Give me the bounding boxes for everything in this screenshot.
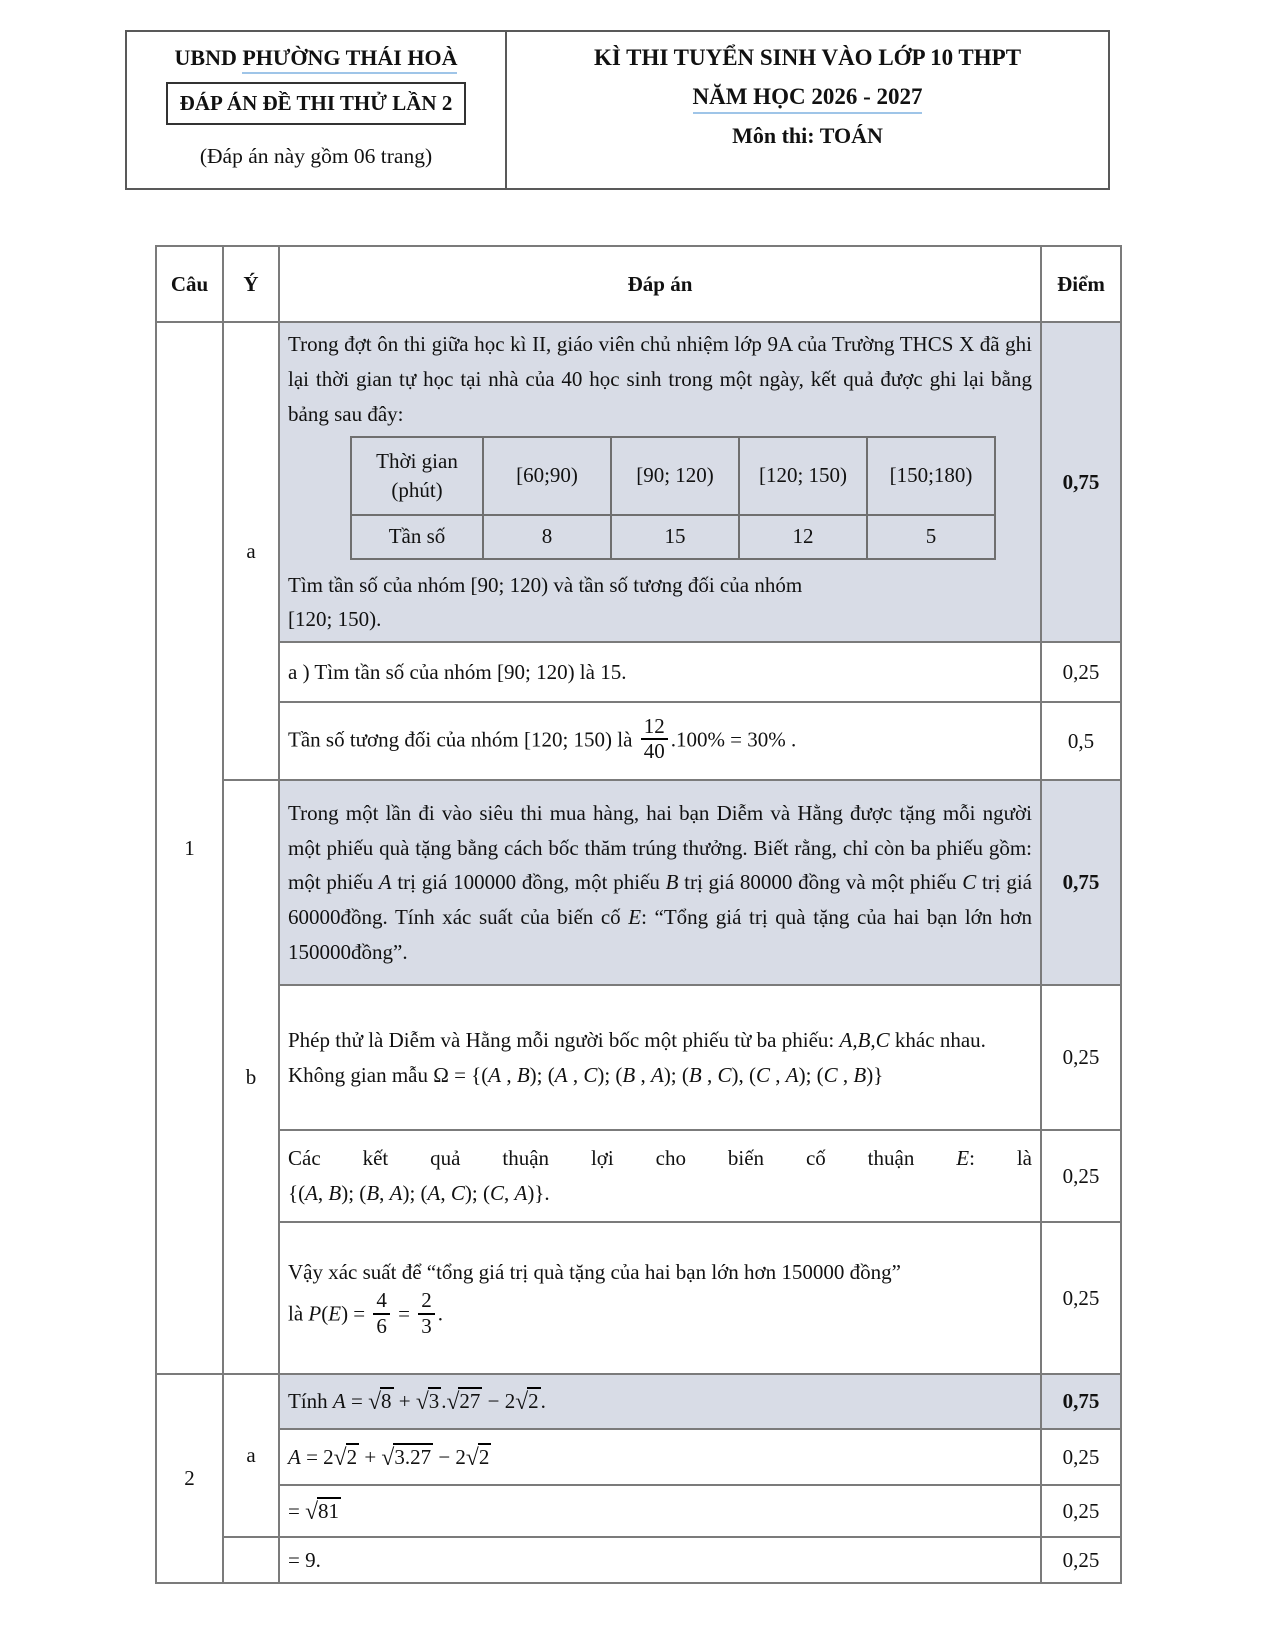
answer-cell: = 9. (279, 1537, 1041, 1583)
frequency-table (350, 436, 996, 560)
school-year-underlined: NĂM HỌC 2026 - 2027 (693, 84, 923, 114)
answer-line: Vậy xác suất để “tổng giá trị quà tặng của hai bạn lớn hơn 150000 đồng” (288, 1260, 901, 1285)
answer-table (155, 245, 1122, 1584)
problem-cell-1a (279, 322, 1041, 642)
answer-line: {(A, B); (B, A); (A, C); (C, A)}. (288, 1181, 550, 1206)
problem-ask-line1: Tìm tần số của nhóm [90; 120) và tần số tương đối của nhóm (288, 572, 803, 597)
part-label-1a: a (223, 322, 279, 780)
page-count-note: (Đáp án này gồm 06 trang) (199, 144, 433, 168)
interval-cell: [120; 150) (739, 437, 867, 515)
time-label-line2: (phút) (391, 477, 443, 502)
table-row (156, 1429, 1121, 1485)
exam-title: KÌ THI TUYỂN SINH VÀO LỚP 10 THPT (593, 45, 1022, 70)
table-row (156, 1485, 1121, 1537)
table-row (156, 1130, 1121, 1222)
time-label-line1: Thời gian (376, 449, 458, 474)
problem-ask-line2: [120; 150). (288, 607, 382, 632)
answer-line: Các kết quả thuận lợi cho biến cố thuận E: là (288, 1146, 1032, 1171)
freq-value-cell: 8 (483, 515, 611, 559)
answer-line: Phép thử là Diễm và Hằng mỗi người bốc một phiếu từ ba phiếu: A,B,C khác nhau. (288, 1027, 986, 1052)
col-header-diem: Điểm (1041, 246, 1121, 322)
answer-key-title-box: ĐÁP ÁN ĐỀ THI THỬ LẦN 2 (166, 82, 467, 125)
answer-cell: Tần số tương đối của nhóm [120; 150) là $\frac{12}{40}$ .100% = 30% . (279, 702, 1041, 780)
answer-line: Không gian mẫu Ω = {(A , B); (A , C); (B , A); (B , C), (C , A); (C , B)} (288, 1062, 884, 1087)
table-row (156, 1222, 1121, 1374)
freq-value-cell: 15 (611, 515, 739, 559)
freq-value-cell: 12 (739, 515, 867, 559)
org-name (127, 45, 505, 71)
answer-cell (279, 1222, 1041, 1374)
score-cell: 0,75 (1041, 780, 1121, 985)
header-left-cell (127, 32, 507, 188)
score-cell: 0,5 (1041, 702, 1121, 780)
answer-cell: a ) Tìm tần số của nhóm [90; 120) là 15. (279, 642, 1041, 702)
freq-label-cell: Tần số (351, 515, 483, 559)
part-label-2a: a (223, 1374, 279, 1537)
question-number-1: 1 (156, 322, 223, 1374)
document-header (125, 30, 1110, 190)
score-cell: 0,25 (1041, 1485, 1121, 1537)
table-row (156, 1537, 1121, 1583)
problem-cell-2a: Tính A = √8 + √3.√27 − 2√2. (279, 1374, 1041, 1429)
answer-cell (279, 1130, 1041, 1222)
freq-value-cell: 5 (867, 515, 995, 559)
table-header-row (156, 246, 1121, 322)
col-header-cau: Câu (156, 246, 223, 322)
subject-line: Môn thi: TOÁN (732, 123, 883, 148)
part-label-1b: b (223, 780, 279, 1374)
part-label-empty (223, 1537, 279, 1583)
col-header-dapan: Đáp án (279, 246, 1041, 322)
score-cell: 0,25 (1041, 1222, 1121, 1374)
score-cell: 0,25 (1041, 642, 1121, 702)
freq-table-corner-cell (351, 437, 483, 515)
answer-cell (279, 985, 1041, 1130)
problem-cell-1b (279, 780, 1041, 985)
org-name-underlined: PHƯỜNG THÁI HOÀ (242, 45, 457, 74)
answer-line: là P(E) = $\frac{4}{6}$ = $\frac{2}{3}$ . (288, 1288, 443, 1338)
school-year (507, 84, 1108, 110)
table-row (156, 322, 1121, 642)
frequency-table-header-row (351, 437, 995, 515)
interval-cell: [90; 120) (611, 437, 739, 515)
answer-cell: A = 2√2 + √3.27 − 2√2 (279, 1429, 1041, 1485)
interval-cell: [150;180) (867, 437, 995, 515)
table-row (156, 642, 1121, 702)
table-row (156, 780, 1121, 985)
header-right-cell (507, 32, 1108, 188)
score-cell: 0,25 (1041, 985, 1121, 1130)
problem-text: Trong một lần đi vào siêu thi mua hàng, hai bạn Diễm và Hằng được tặng mỗi người một phiếu quà tặng bằng cách bốc thăm trúng thưởng. Biết rằng, chỉ còn ba phiếu gồm: một phiếu A trị giá 100000 đồng, một phiếu B trị giá 80000 đồng và một phiếu C trị giá 60000đồng. Tính xác suất của biến cố E: “Tổng giá trị quà tặng của hai bạn lớn hơn 150000đồng”. (288, 800, 1032, 965)
table-row (156, 985, 1121, 1130)
org-name-prefix: UBND (174, 45, 243, 70)
score-cell: 0,75 (1041, 322, 1121, 642)
answer-cell: = √81 (279, 1485, 1041, 1537)
score-cell: 0,25 (1041, 1429, 1121, 1485)
score-cell: 0,25 (1041, 1537, 1121, 1583)
table-row (156, 702, 1121, 780)
answer-key-title-wrap (127, 71, 505, 125)
score-cell: 0,75 (1041, 1374, 1121, 1429)
col-header-y: Ý (223, 246, 279, 322)
question-number-2: 2 (156, 1374, 223, 1583)
score-cell: 0,25 (1041, 1130, 1121, 1222)
frequency-table-value-row (351, 515, 995, 559)
table-row (156, 1374, 1121, 1429)
interval-cell: [60;90) (483, 437, 611, 515)
problem-intro-text: Trong đợt ôn thi giữa học kì II, giáo viên chủ nhiệm lớp 9A của Trường THCS X đã ghi lại thời gian tự học tại nhà của 40 học sinh trong một ngày, kết quả được ghi lại bằng bảng sau đây: (288, 332, 1032, 426)
